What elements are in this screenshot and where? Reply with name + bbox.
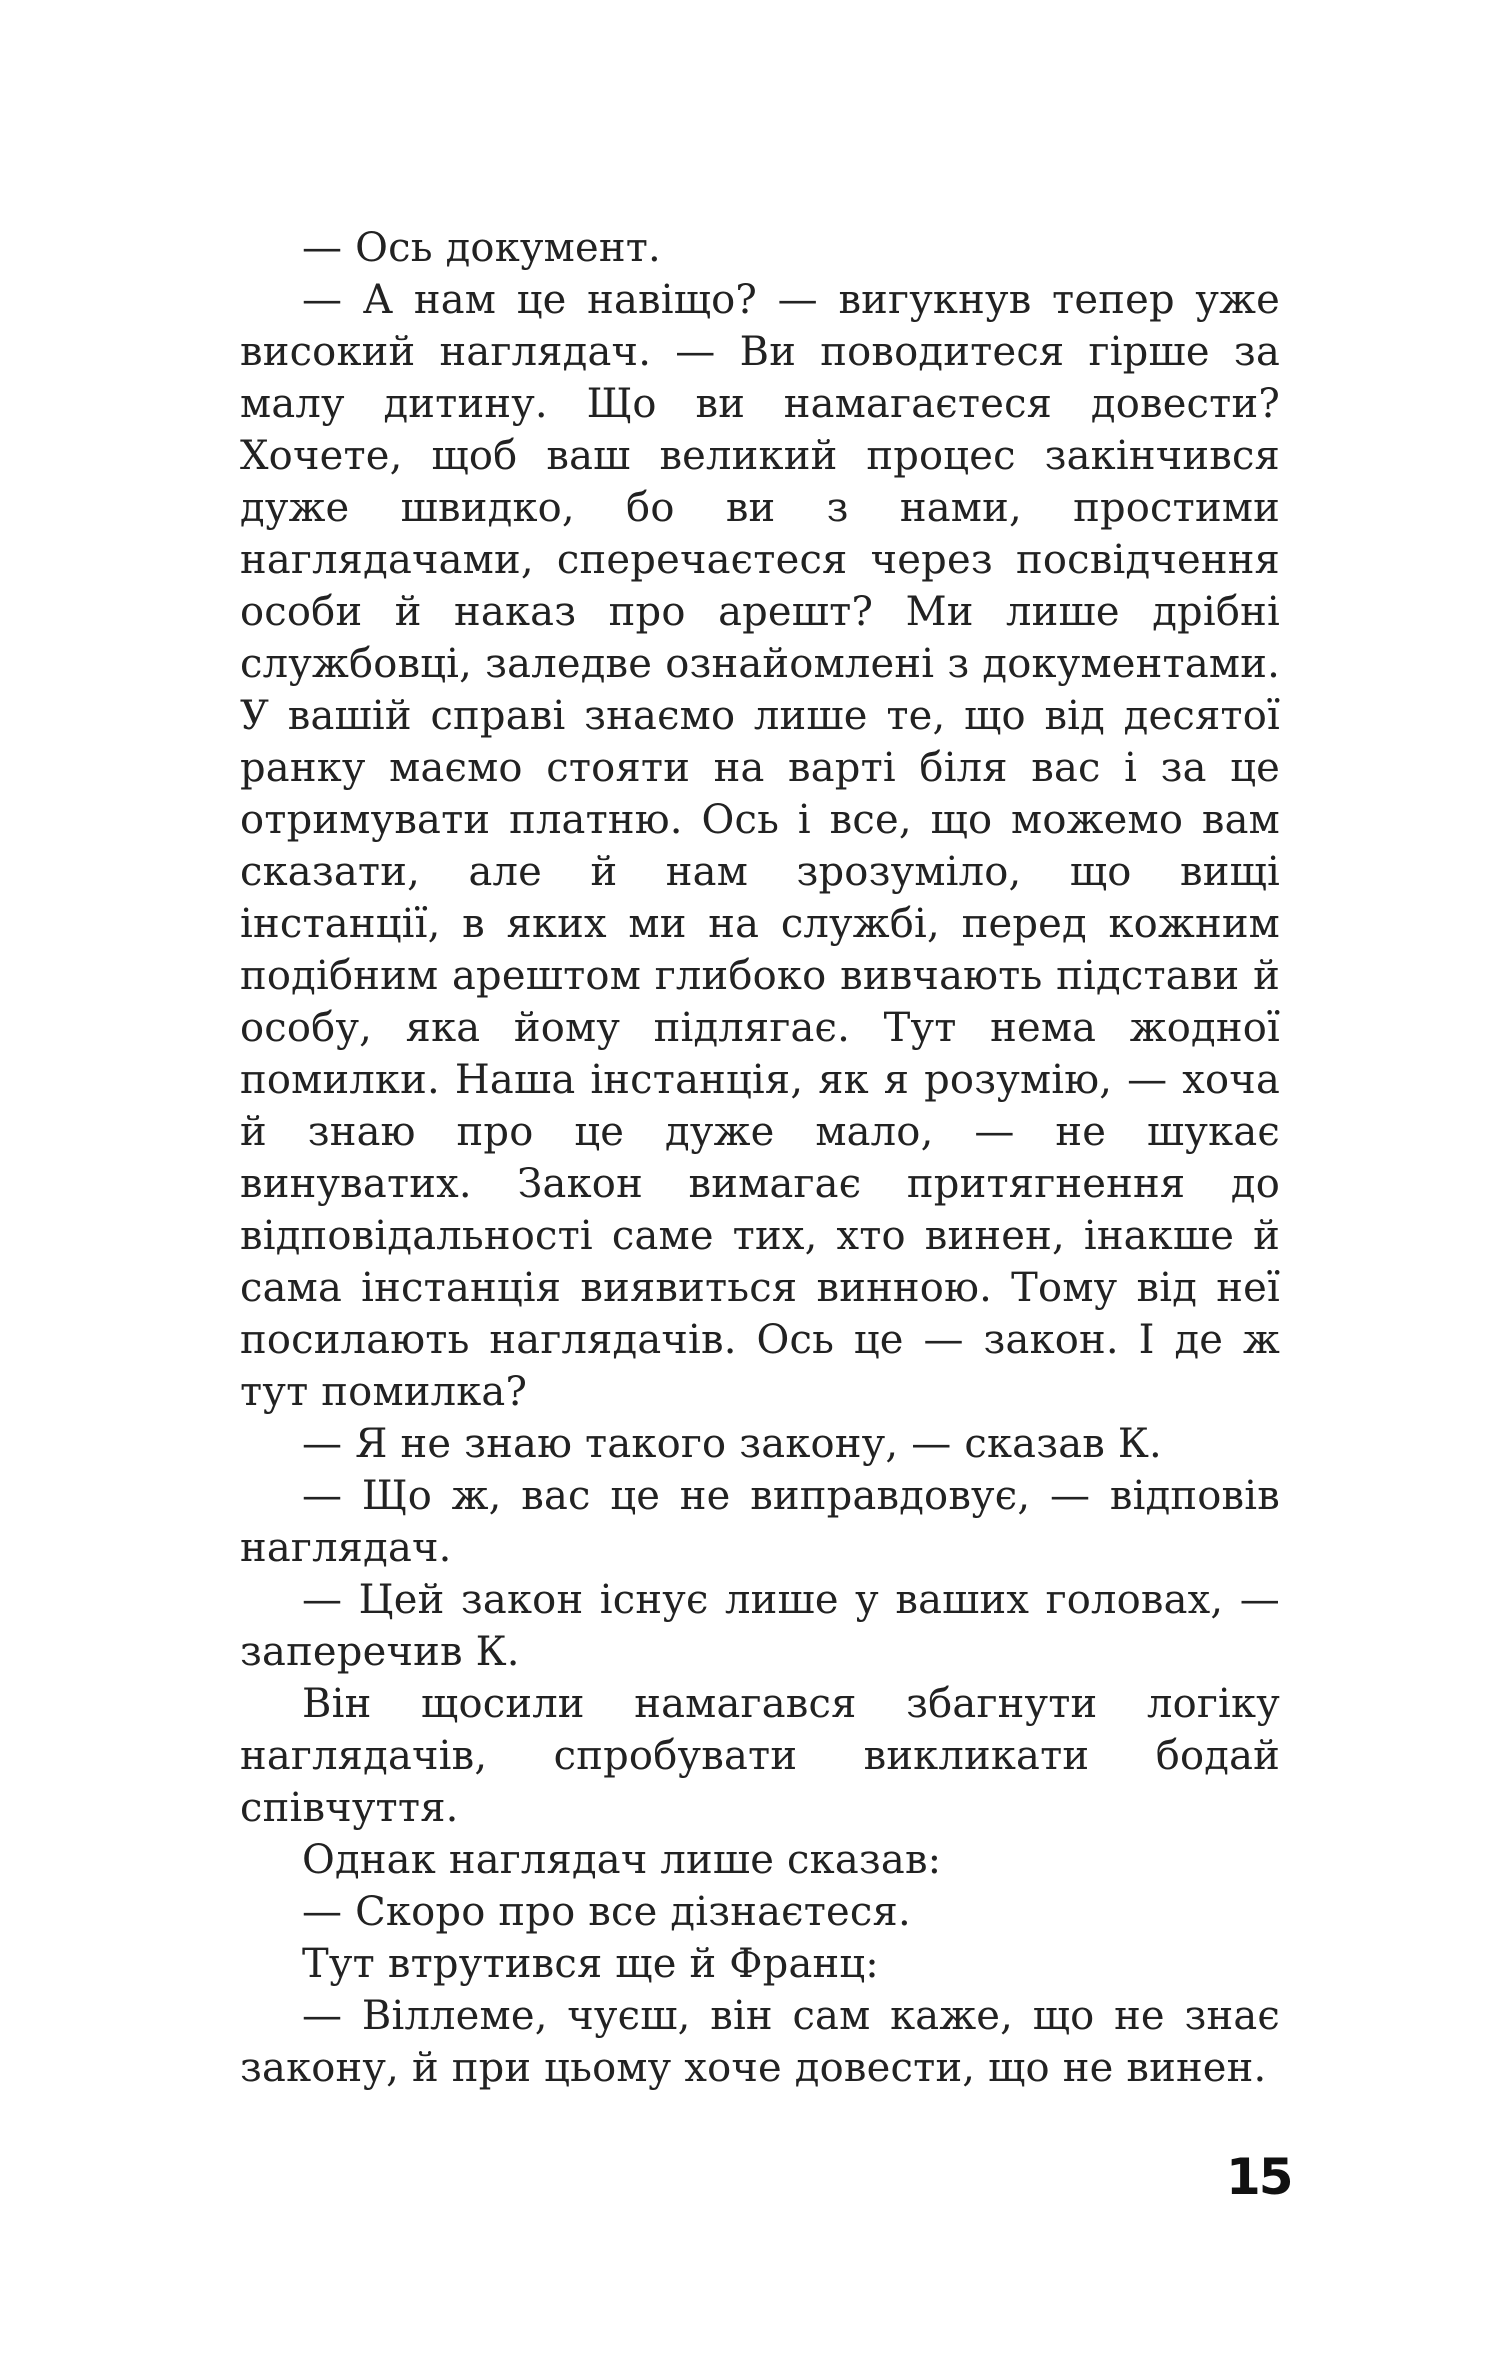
paragraph-7: Однак наглядач лише сказав:: [302, 1837, 942, 1883]
paragraph-3: — Я не знаю такого закону, — сказав К.: [302, 1421, 1162, 1467]
paragraph-8: — Скоро про все дізнаєтеся.: [302, 1889, 911, 1935]
paragraph-2: — А нам це навіщо? — вигукнув тепер уже високий наглядач. — Ви поводитеся гірше за малу дитину. Що ви намагаєтеся довести? Хочете, щоб ваш великий процес закінчився дуже швидко, бо ви з нами, простими наглядачами, сперечаєтеся через посвідчення особи й наказ про арешт? Ми лише дрібні службовці, заледве ознайомлені з документами. У вашій справі знаємо лише те, що від десятої ранку маємо стояти на варті біля вас і за це отримувати платню. Ось і все, що можемо вам сказати, але й нам зрозуміло, що вищі інстанції, в яких ми на службі, перед кожним подібним арештом глибоко вивчають підстави й особу, яка йому підлягає. Тут нема жодної помилки. Наша інстанція, як я розумію, — хоча й знаю про це дуже мало, — не шукає винуватих. Закон вимагає притягнення до відповідальності саме тих, хто винен, інакше й сама інстанція виявиться винною. Тому від неї посилають наглядачів. Ось це — закон. І де ж тут помилка?: [240, 277, 1280, 1415]
page-number: 15: [1226, 2148, 1292, 2206]
paragraph-1: — Ось документ.: [302, 225, 661, 271]
paragraph-9: Тут втрутився ще й Франц:: [302, 1941, 879, 1987]
paragraph-10: — Віллеме, чуєш, він сам каже, що не знає закону, й при цьому хоче довести, що не винен.: [240, 1993, 1280, 2091]
paragraph-4: — Що ж, вас це не виправдовує, — відповів наглядач.: [240, 1473, 1280, 1571]
paragraph-6: Він щосили намагався збагнути логіку наглядачів, спробувати викликати бодай співчуття.: [240, 1681, 1280, 1831]
paragraph-5: — Цей закон існує лише у ваших головах, — заперечив К.: [240, 1577, 1280, 1675]
body-text: [240, 222, 1280, 2094]
